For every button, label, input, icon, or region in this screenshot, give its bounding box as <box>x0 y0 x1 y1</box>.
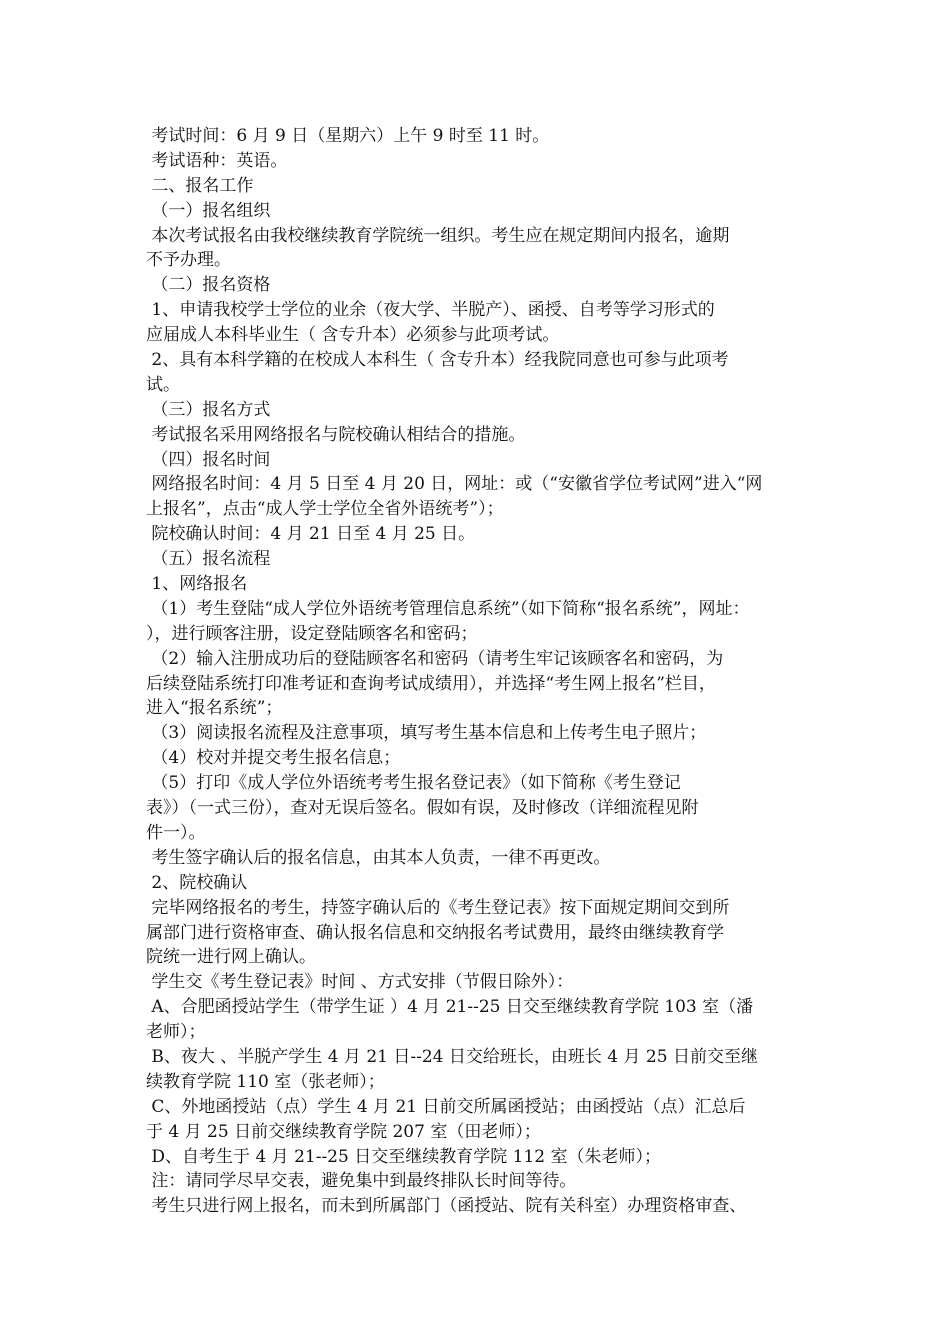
paragraph-line: （2）输入注册成功后的登陆顾客名和密码（请考生牢记该顾客名和密码，为 <box>146 648 724 669</box>
paragraph-line: （1）考生登陆“成人学位外语统考管理信息系统”（如下简称“报名系统”，网址： <box>146 598 750 619</box>
paragraph-line: 进入“报名系统”； <box>146 698 283 719</box>
paragraph-line: 考生只进行网上报名，而未到所属部门（函授站、院有关科室）办理资格审查、 <box>146 1196 747 1217</box>
paragraph-line: （5）打印《成人学位外语统考考生报名登记表》（如下简称《考生登记 <box>146 773 681 794</box>
paragraph-line: 上报名”，点击“成人学士学位全省外语统考”）； <box>146 499 504 520</box>
subheading-eligibility: （二）报名资格 <box>146 275 271 296</box>
paragraph-line: ），进行顾客注册，设定登陆顾客名和密码； <box>146 623 478 644</box>
paragraph-line: 表》）（一式三份），查对无误后签名。假如有误，及时修改（详细流程见附 <box>146 798 699 819</box>
paragraph-line: 不予办理。 <box>146 250 231 271</box>
paragraph-line: 考生签字确认后的报名信息，由其本人负责，一律不再更改。 <box>146 847 611 868</box>
subheading-online-registration: 1、网络报名 <box>146 574 248 595</box>
subheading-school-confirmation: 2、院校确认 <box>146 872 248 893</box>
paragraph-line: 完毕网络报名的考生，持签字确认后的《考生登记表》按下面规定期间交到所 <box>146 897 730 918</box>
paragraph-line: 网络报名时间：4 月 5 日至 4 月 20 日，网址：或（“安徽省学位考试网”进入“网 <box>146 474 763 495</box>
paragraph-line: 学生交《考生登记表》时间 、方式安排（节假日除外）： <box>146 972 574 993</box>
subheading-method: （三）报名方式 <box>146 399 271 420</box>
paragraph-line: 院校确认时间：4 月 21 日至 4 月 25 日。 <box>146 524 476 545</box>
paragraph-line: 属部门进行资格审查、确认报名信息和交纳报名考试费用，最终由继续教育学 <box>146 922 724 943</box>
paragraph-line: 本次考试报名由我校继续教育学院统一组织。考生应在规定期间内报名，逾期 <box>146 225 730 246</box>
subheading-organization: （一）报名组织 <box>146 200 271 221</box>
paragraph-line: 应届成人本科毕业生（ 含专升本）必须参与此项考试。 <box>146 325 560 346</box>
note-line: 注：请同学尽早交表，避免集中到最终排队长时间等待。 <box>146 1171 577 1192</box>
paragraph-line: D、自考生于 4 月 21--25 日交至继续教育学院 112 室（朱老师）； <box>146 1146 661 1167</box>
paragraph-line: 2、具有本科学籍的在校成人本科生（ 含专升本）经我院同意也可参与此项考 <box>146 350 729 371</box>
paragraph-line: A、合肥函授站学生（带学生证 ）4 月 21--25 日交至继续教育学院 103 室（潘 <box>146 997 754 1018</box>
exam-language-line: 考试语种：英语。 <box>146 150 288 171</box>
paragraph-line: 件一）。 <box>146 822 206 843</box>
paragraph-line: 试。 <box>146 374 180 395</box>
paragraph-line: C、外地函授站（点）学生 4 月 21 日前交所属函授站；由函授站（点）汇总后 <box>146 1096 746 1117</box>
paragraph-line: 院统一进行网上确认。 <box>146 947 316 968</box>
paragraph-line: 续教育学院 110 室（张老师）； <box>146 1071 385 1092</box>
paragraph-line: 后续登陆系统打印准考证和查询考试成绩用），并选择“考生网上报名”栏目， <box>146 673 716 694</box>
paragraph-line: 于 4 月 25 日前交继续教育学院 207 室（田老师）； <box>146 1121 541 1142</box>
section-heading-registration: 二、报名工作 <box>146 175 254 196</box>
paragraph-line: 考试报名采用网络报名与院校确认相结合的措施。 <box>146 424 526 445</box>
subheading-time: （四）报名时间 <box>146 449 271 470</box>
paragraph-line: （4）校对并提交考生报名信息； <box>146 748 401 769</box>
paragraph-line: 老师）； <box>146 1022 206 1043</box>
exam-time-line: 考试时间：6 月 9 日（星期六）上午 9 时至 11 时。 <box>146 126 550 146</box>
paragraph-line: （3）阅读报名流程及注意事项，填写考生基本信息和上传考生电子照片； <box>146 723 707 744</box>
document-body <box>146 124 816 1219</box>
subheading-process: （五）报名流程 <box>146 549 271 570</box>
paragraph-line: 1、申请我校学士学位的业余（夜大学、半脱产）、函授、自考等学习形式的 <box>146 300 715 321</box>
paragraph-line: B、夜大 、半脱产学生 4 月 21 日--24 日交给班长，由班长 4 月 25 日前交至继 <box>146 1046 758 1067</box>
